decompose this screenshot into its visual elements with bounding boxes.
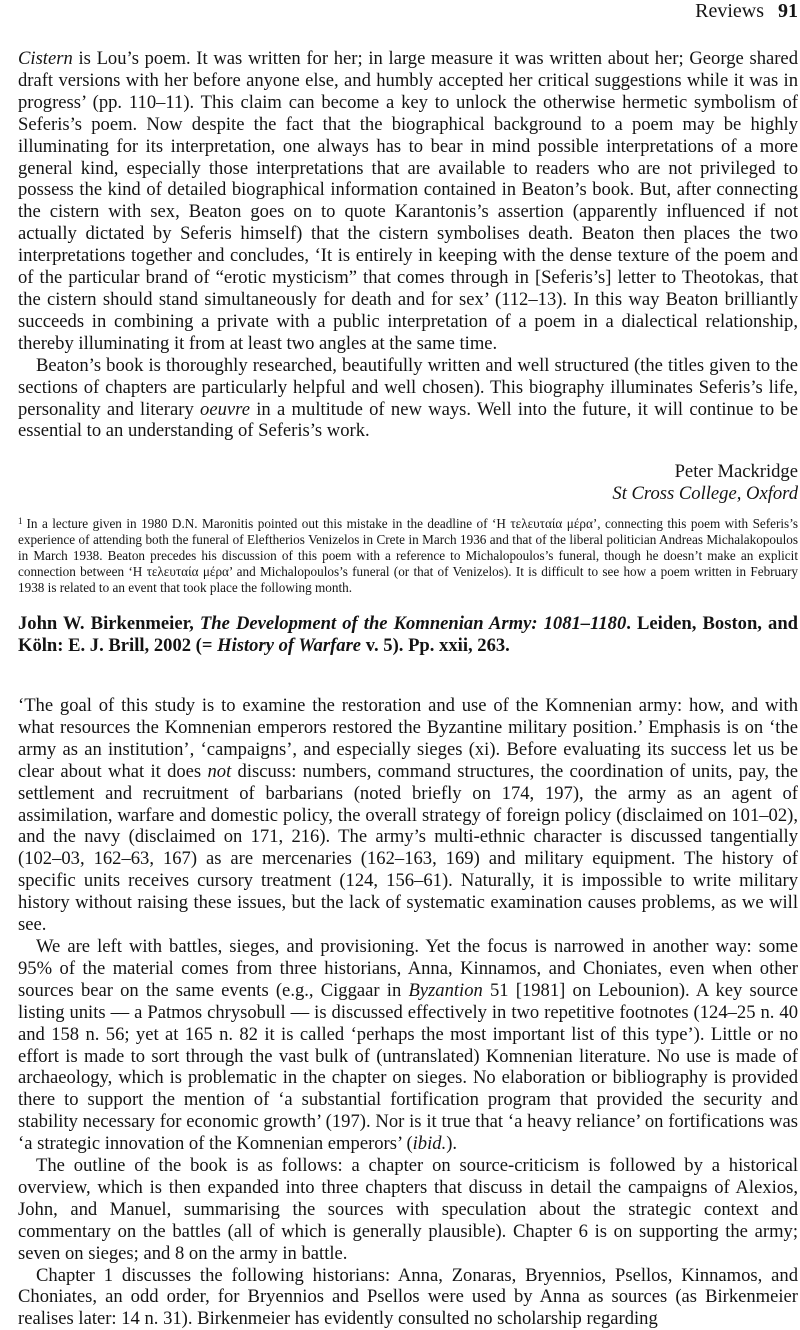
reviewer-name: Peter Mackridge — [674, 461, 798, 483]
review2-paragraph-3: The outline of the book is as follows: a chapter on source-criticism is followed by a historical overview, which is then expanded into three chapters that discuss in detail the campaigns of Alexios, John, and Manuel, summarising the sources with speculation about the strategic context and commentary on the battles (all of which is generally plausible). Chapter 6 is on supporting the army; seven on sieges; and 8 on the army in battle. — [18, 1155, 798, 1264]
review2-paragraph-1: ‘The goal of this study is to examine the restoration and use of the Komnenian army: how, and with what resources the Komnenian emperors restored the Byzantine military position.’ Emphasis is on ‘the army as an institution’, ‘campaigns’, and especially sieges (xi). Before evaluating its success let us be clear about what it does not discuss: numbers, command structures, the coordination of units, pay, the settlement and recruitment of barbarians (noted briefly on 174, 197), the army as an agent of assimilation, warfare and domestic policy, the overall strategy of foreign policy (disclaimed on 101–02), and the navy (disclaimed on 171, 216). The army’s multi-ethnic character is discussed tangentially (102–03, 162–63, 167) as are mercenaries (162–163, 169) and military equipment. The history of specific units receives cursory treatment (124, 156–61). Naturally, it is impossible to write military history without raising these issues, but the lack of systematic examination causes problems, as we will see. — [18, 695, 798, 936]
review1-paragraph-1: Cistern is Lou’s poem. It was written for her; in large measure it was written about her; George shared draft versions with her before anyone else, and humbly accepted her critical suggestions while it was in progress’ (pp. 110–11). This claim can become a key to unlock the otherwise hermetic symbolism of Seferis’s poem. Now despite the fact that the biographical background to a poem may be highly illuminating for its interpretation, one always has to bear in mind possible interpretations of a more general kind, especially those interpretations that are available to readers who are not privileged to possess the kind of detailed biographical information contained in Beaton’s book. But, after connecting the cistern with sex, Beaton goes on to quote Karantonis’s assertion (apparently influenced if not actually dictated by Seferis himself) that the cistern symbolises death. Beaton then places the two interpretations together and concludes, ‘It is entirely in keeping with the dense texture of the poem and of the particular brand of “erotic mysticism” that comes through in [Seferis’s] letter to Theotokas, that the cistern should stand simultaneously for death and for sex’ (112–13). In this way Beaton brilliantly succeeds in combining a private with a public interpretation of a poem in a dialectical relationship, thereby illuminating it from at least two angles at the same time. — [18, 48, 798, 354]
reviewer-affiliation: St Cross College, Oxford — [612, 483, 798, 505]
running-head — [695, 0, 798, 22]
reviewer-signature — [18, 461, 798, 505]
review-seferis — [18, 48, 798, 608]
poem-title: Cistern — [18, 48, 73, 69]
review2-paragraph-2: We are left with battles, sieges, and provisioning. Yet the focus is narrowed in another way: some 95% of the material comes from three historians, Anna, Kinnamos, and Choniates, even when other sources bear on the same events (e.g., Ciggaar in Byzantion 51 [1981] on Lebounion). A key source listing units — a Patmos chrysobull — is discussed effectively in two repetitive footnotes (124–25 n. 40 and 158 n. 56; yet at 165 n. 82 it is called ‘perhaps the most important list of this type’). Little or no effort is made to sort through the vast bulk of (untranslated) Komnenian literature. No use is made of archaeology, which is problematic in the chapter on sieges. No elaboration or bibliography is provided there to support the mention of ‘a substantial fortification program that provided the security and stability necessary for economic growth’ (197). Nor is it true that ‘a heavy reliance’ on fortifications was ‘a strategic innovation of the Komnenian emperors’ (ibid.). — [18, 935, 798, 1155]
series-title: History of Warfare — [217, 635, 362, 656]
book-citation: John W. Birkenmeier, The Development of the Komnenian Army: 1081–1180. Leiden, Boston, and Köln: E. J. Brill, 2002 (= History of Warfare v. 5). Pp. xxii, 263. — [18, 613, 799, 656]
book-author: John W. Birkenmeier, — [18, 613, 200, 634]
review1-paragraph-2: Beaton’s book is thoroughly researched, beautifully written and well structured (the titles given to the sections of chapters are particularly helpful and well chosen). This biography illuminates Seferis’s life, personality and literary oeuvre in a multitude of new ways. Well into the future, it will continue to be essential to an understanding of Seferis’s work. — [18, 354, 798, 442]
page-number: 91 — [778, 0, 798, 22]
review-komnenian-army — [18, 613, 798, 1330]
book-title: The Development of the Komnenian Army: 1081–1180 — [199, 613, 627, 634]
review2-paragraph-4: Chapter 1 discusses the following historians: Anna, Zonaras, Bryennios, Psellos, Kinnamos, and Choniates, an odd order, for Bryennios and Psellos were used by Anna as sources (as Birkenmeier realises later: 14 n. 31). Birkenmeier has evidently consulted no scholarship regarding — [18, 1264, 798, 1330]
footnote: $^1$ In a lecture given in 1980 D.N. Maronitis pointed out this mistake in the deadline of ‘Η τελευταία μέρα’, connecting this poem with Seferis’s experience of attending both the funeral of Eleftherios Venizelos in Crete in March 1936 and that of the liberal politician Andreas Michalakopoulos in March 1938. Beaton precedes his discussion of this poem with a reference to Michalopoulos’s funeral, though he doesn’t make an explicit connection between ‘Η τελευταία μέρα’ and Michalopoulos’s funeral (or that of Venizelos). It is difficult to see how a poem written in February 1938 is related to an event that took place the following month. — [18, 516, 798, 595]
running-head-title: Reviews — [695, 0, 764, 22]
footnote-marker: 1 — [18, 516, 23, 527]
